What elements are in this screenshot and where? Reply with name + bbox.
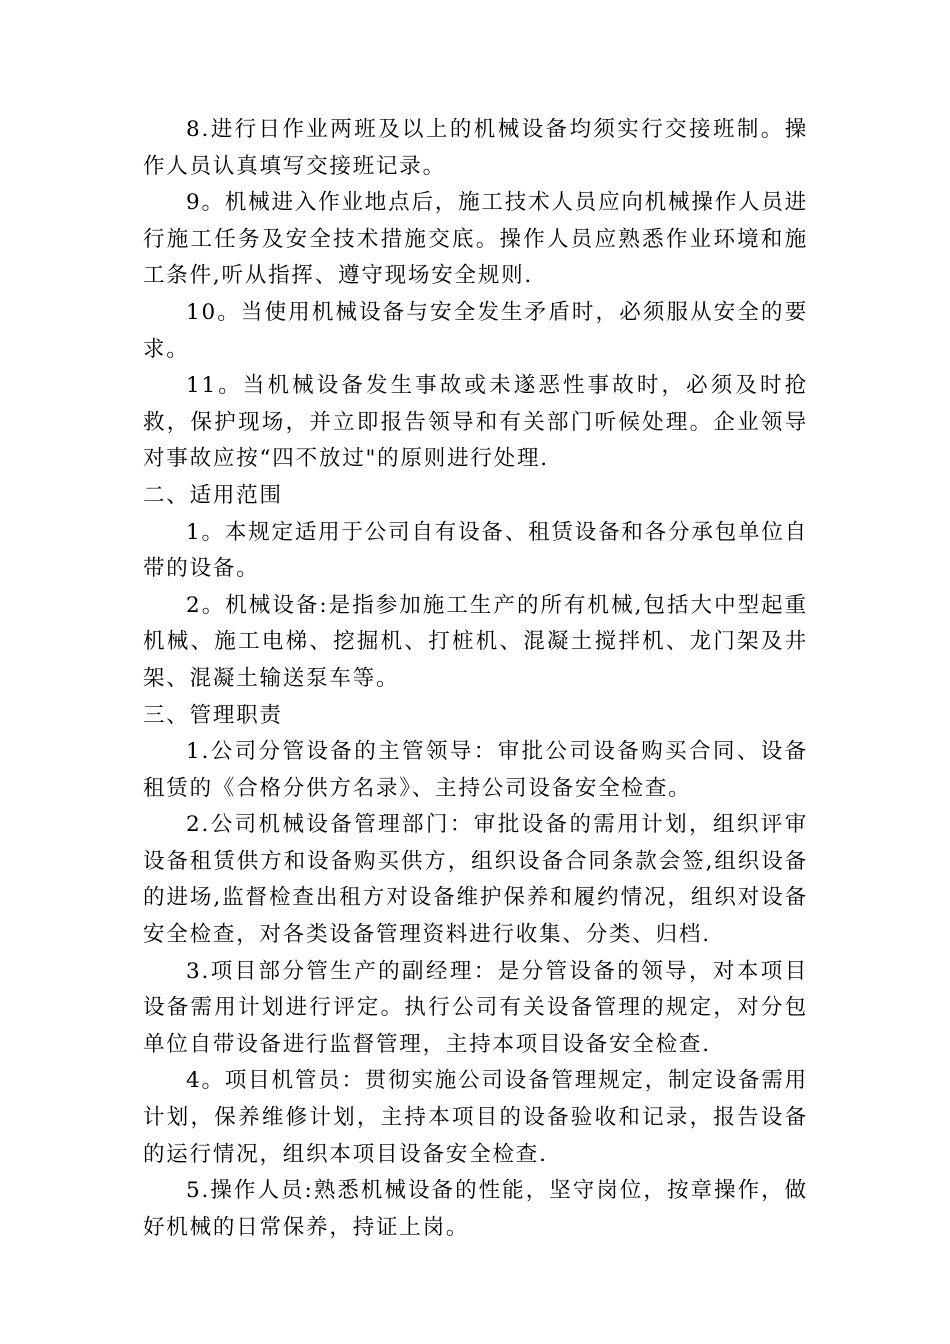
paragraph-responsibility-3: 3.项目部分管生产的副经理：是分管设备的领导，对本项目设备需用计划进行评定。执行公司有关设备管理的规定，对分包单位自带设备进行监督管理，主持本项目设备安全检查.: [143, 958, 808, 1057]
section-heading-responsibilities: 三、管理职责: [143, 702, 283, 728]
paragraph-scope-2: 2。机械设备:是指参加施工生产的所有机械,包括大中型起重机械、施工电梯、挖掘机、打桩机、混凝土搅拌机、龙门架及井架、混凝土输送泵车等。: [143, 592, 808, 691]
paragraph-responsibility-1: 1.公司分管设备的主管领导：审批公司设备购买合同、设备租赁的《合格分供方名录》、主持公司设备安全检查。: [143, 739, 808, 801]
paragraph-responsibility-4: 4。项目机管员：贯彻实施公司设备管理规定，制定设备需用计划，保养维修计划，主持本项目的设备验收和记录，报告设备的运行情况，组织本项目设备安全检查.: [143, 1068, 808, 1167]
section-heading-scope: 二、适用范围: [143, 482, 283, 508]
document-body: [143, 112, 808, 1246]
paragraph-8-handover: 8.进行日作业两班及以上的机械设备均须实行交接班制。操作人员认真填写交接班记录。: [143, 117, 808, 179]
paragraph-scope-1: 1。本规定适用于公司自有设备、租赁设备和各分承包单位自带的设备。: [143, 519, 808, 582]
paragraph-10-safety-priority: 10。当使用机械设备与安全发生矛盾时，必须服从安全的要求。: [143, 299, 808, 362]
paragraph-responsibility-2: 2.公司机械设备管理部门：审批设备的需用计划，组织评审设备租赁供方和设备购买供方，组织设备合同条款会签,组织设备的进场,监督检查出租方对设备维护保养和履约情况，组织对设备安全检查，对各类设备管理资料进行收集、分类、归档.: [143, 812, 808, 948]
paragraph-responsibility-5: 5.操作人员:熟悉机械设备的性能，坚守岗位，按章操作，做好机械的日常保养，持证上岗。: [143, 1178, 808, 1240]
paragraph-11-accident: 11。当机械设备发生事故或未遂恶性事故时，必须及时抢救，保护现场，并立即报告领导和有关部门听候处理。企业领导对事故应按“四不放过"的原则进行处理.: [143, 373, 808, 472]
paragraph-9-briefing: 9。机械进入作业地点后，施工技术人员应向机械操作人员进行施工任务及安全技术措施交底。操作人员应熟悉作业环境和施工条件,听从指挥、遵守现场安全规则.: [143, 190, 808, 289]
